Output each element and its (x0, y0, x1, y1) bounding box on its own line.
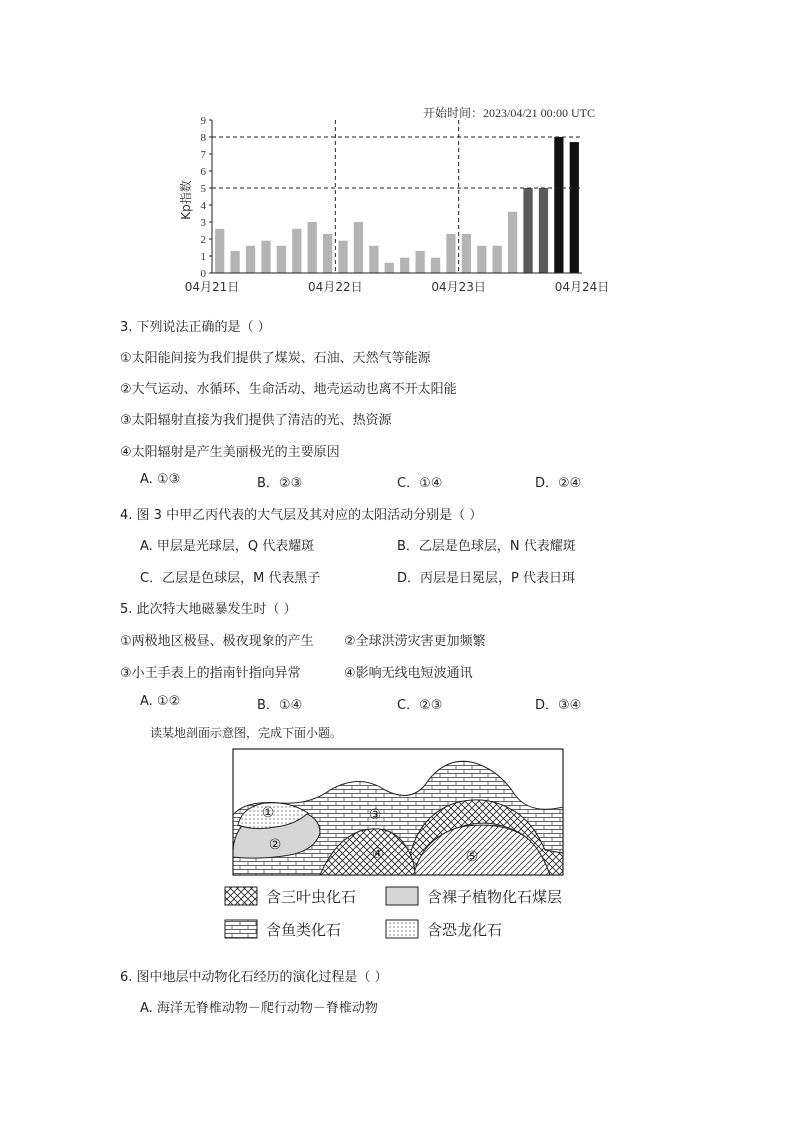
kp-bar-13 (400, 258, 409, 273)
legend-swatch-gymnosperm-coal (386, 887, 418, 905)
question-3-stem: 3. 下列说法正确的是（ ） (120, 320, 271, 335)
kp-bar-8 (323, 234, 332, 273)
layer-marker-4: ④ (371, 846, 385, 862)
geological-cross-section (220, 745, 580, 945)
y-tick-label-7: 7 (200, 149, 206, 161)
layer-marker-3: ③ (368, 807, 382, 823)
legend-label-gymnosperm-coal: 含裸子植物化石煤层 (427, 888, 563, 906)
question-6-option-a[interactable]: A. 海洋无脊椎动物－爬行动物－脊椎动物 (140, 1001, 378, 1016)
legend-swatch-trilobite (225, 887, 257, 905)
kp-bar-3 (246, 246, 255, 273)
legend-label-trilobite: 含三叶虫化石 (266, 888, 357, 906)
kp-bar-22 (539, 188, 548, 273)
kp-bar-18 (477, 246, 486, 273)
kp-bar-10 (354, 222, 363, 273)
legend-swatch-dinosaur (386, 920, 418, 938)
layer-marker-1: ① (261, 805, 275, 821)
question-3-statement-2: ②大气运动、水循环、生命活动、地壳运动也离不开太阳能 (120, 382, 457, 397)
kp-bar-23 (554, 137, 563, 273)
question-5-option-a[interactable]: A. ①② (140, 694, 181, 709)
kp-bar-1 (215, 229, 224, 273)
question-4-option-c[interactable]: C．乙层是色球层，M 代表黑子 (140, 571, 321, 586)
question-3-statement-1: ①太阳能间接为我们提供了煤炭、石油、天然气等能源 (120, 351, 431, 366)
kp-bar-14 (416, 251, 425, 273)
question-3-option-a[interactable]: A. ①③ (140, 472, 181, 487)
question-5-statement-2: ②全球洪涝灾害更加频繁 (344, 634, 486, 649)
question-4-option-b[interactable]: B．乙层是色球层，N 代表耀斑 (397, 539, 576, 554)
kp-bar-21 (523, 188, 532, 273)
kp-bar-11 (369, 246, 378, 273)
kp-bar-17 (462, 234, 471, 273)
kp-bar-20 (508, 212, 517, 273)
kp-bar-15 (431, 258, 440, 273)
kp-bar-2 (231, 251, 240, 273)
legend-label-fish: 含鱼类化石 (266, 921, 342, 939)
kp-bar-12 (385, 263, 394, 273)
question-6-stem: 6. 图中地层中动物化石经历的演化过程是（ ） (120, 970, 388, 985)
question-5-option-b[interactable]: B．①④ (257, 698, 303, 713)
question-3-option-d[interactable]: D．②④ (535, 476, 582, 491)
kp-bar-5 (277, 246, 286, 273)
question-4-option-d[interactable]: D．丙层是日冕层，P 代表日珥 (397, 571, 575, 586)
question-4-option-a[interactable]: A. 甲层是光球层，Q 代表耀斑 (140, 539, 315, 554)
chart-start-time-annotation: 开始时间：2023/04/21 00:00 UTC (422, 106, 595, 120)
kp-bar-6 (292, 229, 301, 273)
y-tick-label-0: 0 (200, 268, 206, 280)
y-tick-label-1: 1 (200, 251, 206, 263)
kp-bar-7 (308, 222, 317, 273)
kp-index-chart (170, 100, 630, 300)
question-5-option-c[interactable]: C．②③ (397, 698, 443, 713)
kp-bar-9 (338, 241, 347, 273)
question-4-stem: 4. 图 3 中甲乙丙代表的大气层及其对应的太阳活动分别是（ ） (120, 508, 483, 523)
y-tick-label-6: 6 (200, 166, 206, 178)
layer-marker-5: ⑤ (465, 849, 479, 865)
y-tick-label-3: 3 (200, 217, 206, 229)
y-tick-label-8: 8 (200, 132, 206, 144)
question-3-option-c[interactable]: C．①④ (397, 476, 443, 491)
kp-bar-24 (570, 142, 579, 273)
x-tick-label-1: 04月21日 (184, 280, 240, 294)
y-tick-label-2: 2 (200, 234, 206, 246)
figure-intro-text: 读某地剖面示意图，完成下面小题。 (150, 726, 343, 740)
y-tick-label-9: 9 (200, 115, 206, 127)
question-5-statement-3: ③小王手表上的指南针指向异常 (120, 666, 301, 681)
x-tick-label-4: 04月24日 (554, 280, 610, 294)
question-5-option-d[interactable]: D．③④ (535, 698, 582, 713)
question-3-statement-3: ③太阳辐射直接为我们提供了清洁的光、热资源 (120, 413, 392, 428)
x-tick-label-2: 04月22日 (308, 280, 363, 294)
kp-bar-4 (261, 241, 270, 273)
kp-bar-16 (446, 234, 455, 273)
legend-label-dinosaur: 含恐龙化石 (427, 921, 503, 939)
question-3-statement-4: ④太阳辐射是产生美丽极光的主要原因 (120, 445, 340, 460)
question-5-stem: 5. 此次特大地磁暴发生时（ ） (120, 602, 297, 617)
y-tick-label-5: 5 (200, 183, 206, 195)
legend-swatch-fish (225, 920, 257, 938)
y-axis-label: Kp指数 (179, 180, 193, 220)
kp-bar-19 (493, 246, 502, 273)
y-tick-label-4: 4 (200, 200, 206, 212)
layer-marker-2: ② (268, 837, 282, 853)
question-5-statement-1: ①两极地区极昼、极夜现象的产生 (120, 634, 314, 649)
question-5-statement-4: ④影响无线电短波通讯 (344, 666, 473, 681)
x-tick-label-3: 04月23日 (431, 280, 486, 294)
question-3-option-b[interactable]: B．②③ (257, 476, 303, 491)
